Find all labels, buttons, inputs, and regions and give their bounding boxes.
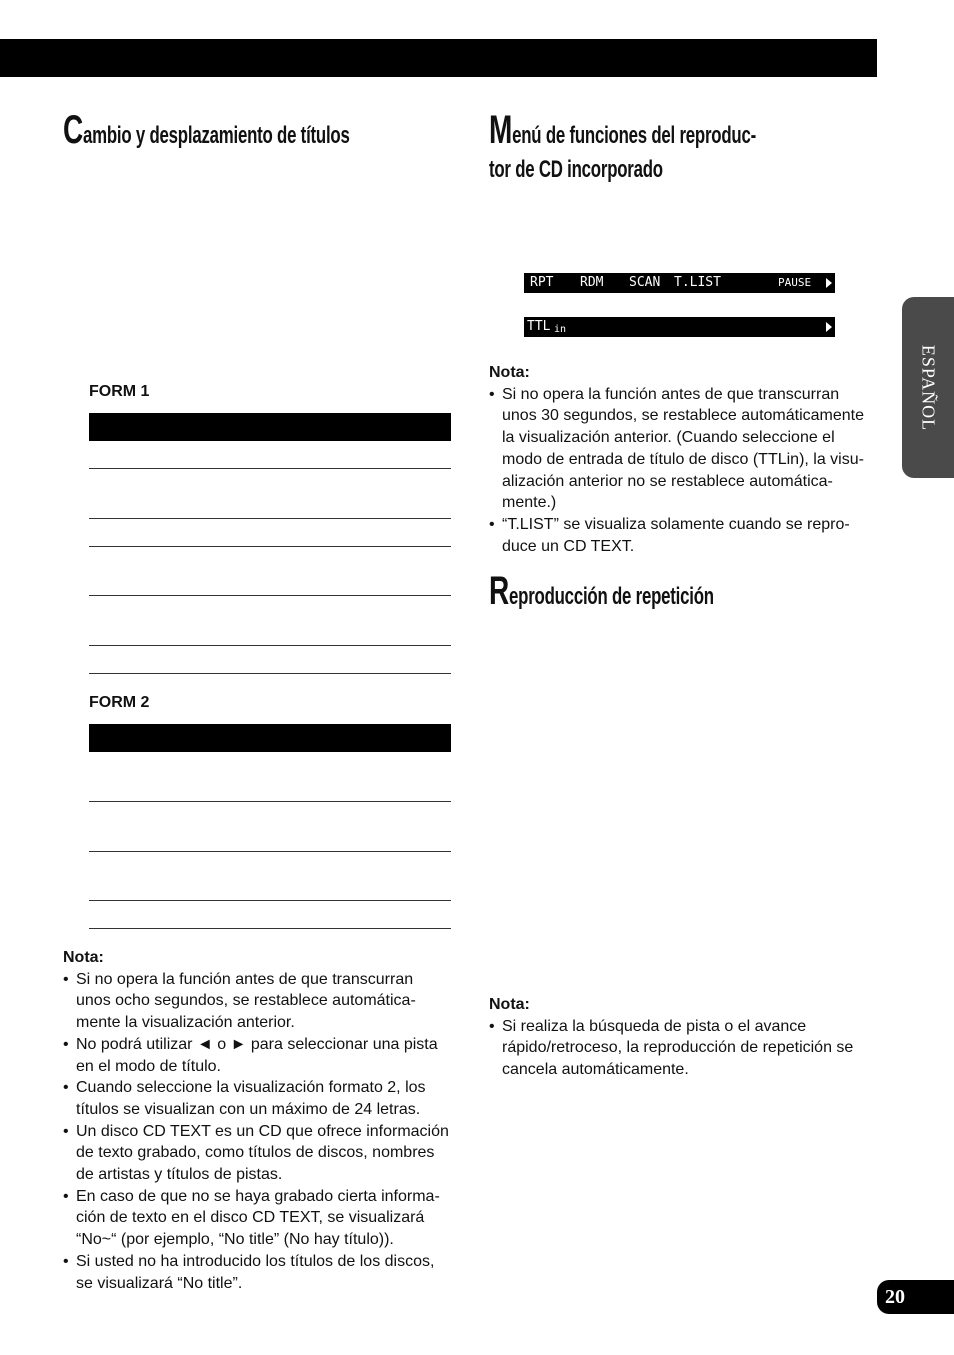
lcd-tlist: T.LIST <box>674 275 721 290</box>
form2-row-divider <box>89 928 451 929</box>
list-item: • Si no opera la función antes de que transcurran unos ocho segundos, se restablece automática-mente la visualización anterior. <box>63 969 451 1034</box>
lcd-rpt: RPT <box>530 275 554 290</box>
form1-row-divider <box>89 595 451 596</box>
form1-row-divider <box>89 518 451 519</box>
nota-label: Nota: <box>489 996 530 1013</box>
form1-row-divider <box>89 673 451 674</box>
form2-row-divider <box>89 900 451 901</box>
list-item: • Un disco CD TEXT es un CD que ofrece información de texto grabado, como títulos de discos, nombres de artistas y títulos de pistas. <box>63 1121 451 1186</box>
form1-table-header <box>89 413 451 441</box>
nota-label: Nota: <box>489 364 530 381</box>
lcd-ttl: TTL <box>527 319 551 334</box>
form1-row-divider <box>89 546 451 547</box>
lcd-function-menu-display <box>524 273 835 293</box>
list-item: • No podrá utilizar ◄ o ► para seleccionar una pista en el modo de título. <box>63 1034 451 1077</box>
list-item: • Si usted no ha introducido los títulos de los discos, se visualizará “No title”. <box>63 1251 451 1294</box>
nota-label: Nota: <box>63 949 104 966</box>
lcd-pause: PAUSE <box>778 276 812 289</box>
list-item: • Si realiza la búsqueda de pista o el avance rápido/retroceso, la reproducción de repetición se cancela automáticamente. <box>489 1016 873 1081</box>
list-item: • Cuando seleccione la visualización formato 2, los títulos se visualizan con un máximo de 24 letras. <box>63 1077 451 1120</box>
form2-row-divider <box>89 801 451 802</box>
list-item: • Si no opera la función antes de que transcurran unos 30 segundos, se restablece automáticamente la visualización anterior. (Cuando seleccione el modo de entrada de título de disco (TTLin), la visu-alización anterior no se restablece automática-mente.) <box>489 384 873 514</box>
form2-label: FORM 2 <box>89 694 150 711</box>
list-item: • En caso de que no se haya grabado cierta informa-ción de texto en el disco CD TEXT, se visualizará “No~“ (por ejemplo, “No title” (No hay título)). <box>63 1186 451 1251</box>
list-item: • “T.LIST” se visualiza solamente cuando se repro-duce un CD TEXT. <box>489 514 873 557</box>
lcd-title-input-display <box>524 317 835 337</box>
language-section-tab <box>902 297 954 478</box>
heading-menu-funciones: Menú de funciones del reproduc- <box>489 108 756 152</box>
heading-reproduccion-repeticion: Reproducción de repetición <box>489 569 714 613</box>
lcd-rdm: RDM <box>580 275 604 290</box>
form1-row-divider <box>89 468 451 469</box>
lcd-in: in <box>554 324 567 335</box>
form2-table-header <box>89 724 451 752</box>
form1-label: FORM 1 <box>89 383 150 400</box>
lcd-arrow-right-icon <box>826 278 832 288</box>
form1-row-divider <box>89 645 451 646</box>
heading-menu-funciones-line2: tor de CD incorporado <box>489 156 663 183</box>
language-tab-label: ESPAÑOL <box>918 344 939 431</box>
form2-row-divider <box>89 851 451 852</box>
left-notes <box>63 947 451 1294</box>
right-notes-2 <box>489 994 873 1081</box>
right-notes-1 <box>489 362 873 557</box>
page-number: 20 <box>877 1280 954 1314</box>
lcd-arrow-right-icon <box>826 322 832 332</box>
heading-cambio-titulos: Cambio y desplazamiento de títulos <box>63 108 350 152</box>
top-header-bar <box>0 39 877 77</box>
lcd-scan: SCAN <box>629 275 661 290</box>
